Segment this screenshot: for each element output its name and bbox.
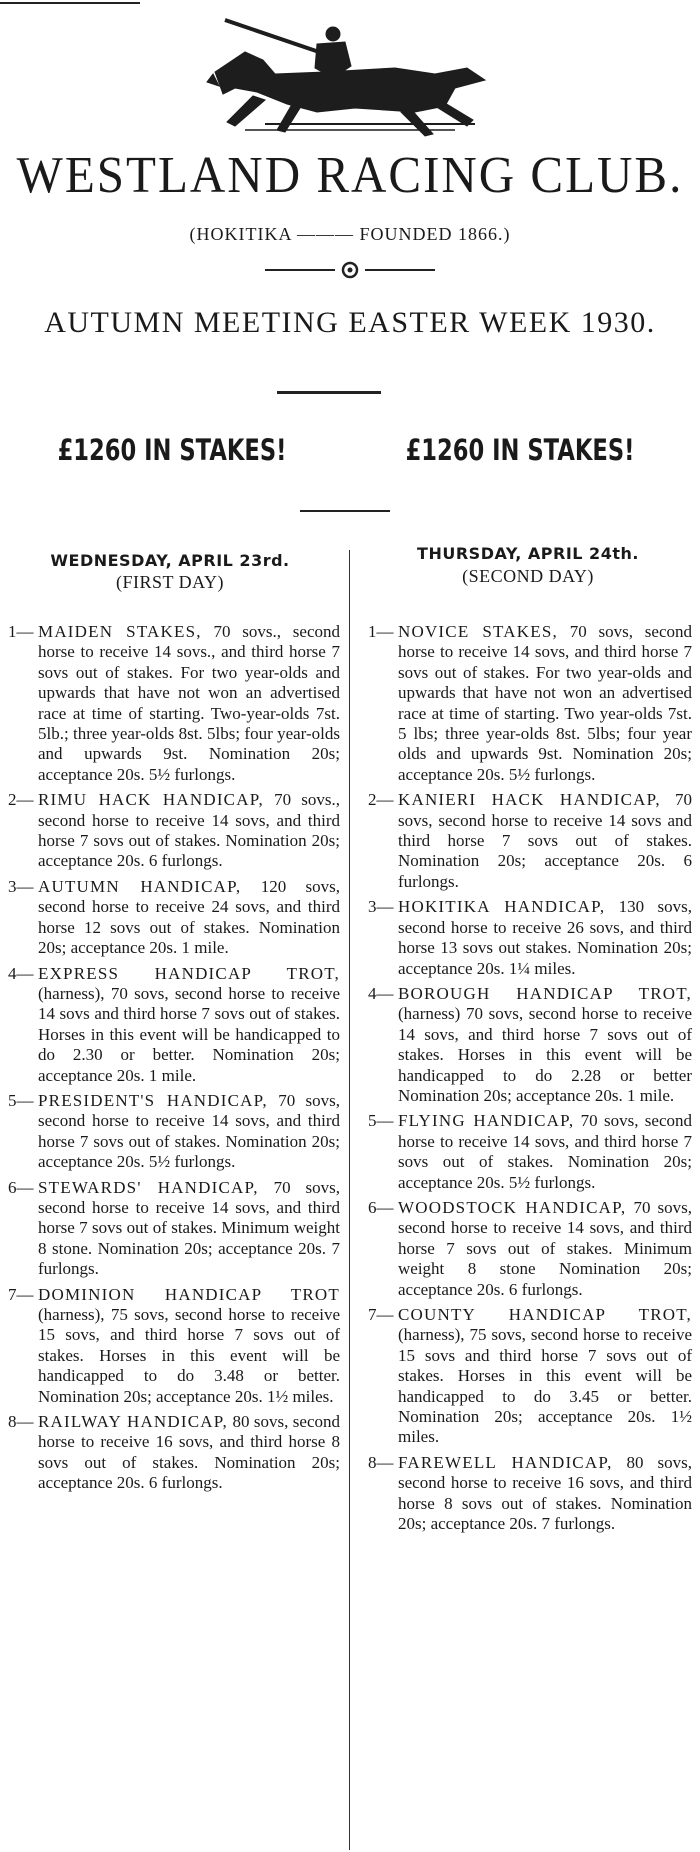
stakes-heading-day-2: £1260 IN STAKES! (405, 433, 635, 467)
race-entry (368, 1111, 692, 1193)
section-rule (277, 391, 381, 394)
race-entry (368, 1198, 692, 1300)
race-name: MAIDEN STAKES, (38, 622, 202, 641)
race-number: 6— (368, 1197, 394, 1217)
race-entry (8, 790, 340, 872)
race-details: 70 sovs., second horse to receive 14 sovs, and third horse 7 sovs out of stakes. Nomination 20s; acceptance 20s. 6 furlongs. (38, 790, 340, 871)
race-name: EXPRESS HANDICAP TROT, (38, 963, 340, 983)
race-entry (8, 877, 340, 959)
founded-subtitle: (HOKITIKA ——— FOUNDED 1866.) (189, 224, 511, 244)
day-1-date: WEDNESDAY, APRIL 23rd. (50, 551, 290, 570)
race-number: 7— (8, 1284, 34, 1304)
race-name: DOMINION HANDICAP TROT (38, 1284, 340, 1304)
race-number: 1— (8, 622, 34, 641)
race-details: 70 sovs, second horse to receive 14 sovs, and third horse 7 sovs out of stakes. Nomination 20s; acceptance 20s. 5½ furlongs. (38, 1090, 341, 1172)
stakes-heading-day-1: £1260 IN STAKES! (57, 433, 287, 467)
race-name: BOROUGH HANDICAP TROT, (398, 983, 692, 1003)
race-number: 4— (8, 963, 34, 983)
race-details: (harness), 75 sovs, second horse to receive 15 sovs, and third horse 7 sovs out of stakes. Horses in this event will be handicapped to do 3.48 or better. Nomination 20s; acceptance 20s. 1½ miles. (38, 1305, 340, 1406)
race-number: 5— (368, 1111, 394, 1131)
race-name: FLYING HANDICAP, (398, 1111, 575, 1131)
race-entry (368, 622, 692, 785)
race-number: 2— (368, 790, 394, 810)
column-divider (349, 550, 350, 1850)
day-2-date: THURSDAY, APRIL 24th. (417, 544, 639, 563)
race-number: 2— (8, 790, 34, 810)
day-2-race-list (368, 622, 692, 1539)
club-title: WESTLAND RACING CLUB. (16, 145, 684, 204)
race-name: RAILWAY HANDICAP, (38, 1412, 228, 1432)
racehorse-and-jockey-icon (205, 8, 490, 138)
race-entry (8, 1091, 340, 1173)
race-name: STEWARDS' HANDICAP, (38, 1177, 259, 1197)
race-entry (368, 790, 692, 892)
race-entry (8, 1178, 340, 1280)
race-number: 8— (368, 1452, 394, 1472)
race-details: 80 sovs, second horse to receive 16 sovs, and third horse 8 sovs out of stakes. Nomination 20s; acceptance 20s. 6 furlongs. (38, 1412, 341, 1493)
race-entry (8, 1412, 340, 1494)
race-details: 70 sovs, second horse to receive 14 sovs, and third horse 7 sovs out of stakes. Minimum weight 8 stone. Nomination 20s; acceptance 20s. 7 furlongs. (38, 1177, 340, 1279)
race-details: 130 sovs, second horse to receive 26 sovs, and third horse 13 sovs out stakes. Nomination 20s; acceptance 20s. 1¼ miles. (398, 897, 693, 978)
stakes-rule (300, 510, 390, 512)
day-2-label: (SECOND DAY) (462, 566, 594, 586)
race-details: 70 sovs., second horse to receive 14 sovs., and third horse 7 sovs out of stakes. For two year-olds and upwards that have not won an advertised race at time of starting. Two-year-olds 7st. 5lb.; three year-olds 8st. 5lbs; four year-olds and upwards 9st. Nomination 20s; acceptance 20s. 5½ furlongs. (38, 622, 340, 784)
race-entry (368, 1453, 692, 1535)
race-number: 3— (368, 897, 394, 917)
race-name: KANIERI HACK HANDICAP, (398, 790, 661, 810)
race-details: 70 sovs, second horse to receive 14 sovs, and third horse 7 sovs out of stakes. For two year-olds and upwards that have not won an advertised race at time of starting. Two year-olds 7st. 5 lbs; three year-olds 8st. 5lbs; four year olds and upwards 9st. Nomination 20s; acceptance 20s. 5½ furlongs. (398, 622, 693, 784)
race-number: 8— (8, 1412, 34, 1432)
race-name: AUTUMN HANDICAP, (38, 876, 242, 896)
race-details: (harness), 70 sovs, second horse to receive 14 sovs and third horse 7 sovs out of stakes. Horses in this event will be handicapped to do 2.30 or better. Nomination 20s; acceptance 20s. 1 mile. (38, 983, 340, 1085)
race-name: HOKITIKA HANDICAP, (398, 897, 606, 917)
race-number: 7— (368, 1305, 394, 1324)
race-entry (8, 964, 340, 1086)
race-details: 70 sovs, second horse to receive 14 sovs and third horse 7 sovs out of stakes. Nomination 20s; acceptance 20s. 6 furlongs. (398, 790, 693, 891)
race-details: (harness) 70 sovs, second horse to receive 14 sovs, and third horse 7 sovs out of stakes. Horses in this event will be handicapped to do 2.28 or better Nomination 20s; acceptance 20s. 1 mile. (398, 1004, 692, 1105)
race-name: RIMU HACK HANDICAP, (38, 790, 264, 810)
top-rule (0, 2, 140, 4)
ornament-divider-icon (265, 260, 435, 280)
race-name: PRESIDENT'S HANDICAP, (38, 1090, 268, 1110)
race-number: 5— (8, 1090, 34, 1110)
day-1-race-list (8, 622, 340, 1499)
race-name: NOVICE STAKES, (398, 622, 558, 641)
race-details: 120 sovs, second horse to receive 24 sovs, and third horse 12 sovs out of stakes. Nomination 20s; acceptance 20s. 1 mile. (38, 876, 341, 958)
race-number: 1— (368, 622, 394, 641)
race-entry (368, 897, 692, 979)
race-details: 80 sovs, second horse to receive 16 sovs, and third horse 8 sovs out of stakes. Nomination 20s; acceptance 20s. 7 furlongs. (398, 1452, 692, 1534)
race-number: 6— (8, 1177, 34, 1197)
race-details: (harness), 75 sovs, second horse to receive 15 sovs and third horse 7 sovs out of stakes. Horses in this event will be handicapped to do 3.45 or better. Nomination 20s; acceptance 20s. 1½ miles. (398, 1325, 692, 1447)
race-number: 3— (8, 876, 34, 896)
race-details: 70 sovs, second horse to receive 14 sovs, and third horse 7 sovs out of stakes. Nomination 20s; acceptance 20s. 5½ furlongs. (398, 1111, 692, 1192)
day-1-label: (FIRST DAY) (115, 572, 225, 592)
race-details: 70 sovs, second horse to receive 14 sovs, and third horse 7 sovs out of stakes. Minimum weight 8 stone Nomination 20s; acceptance 20s. 6 furlongs. (398, 1197, 693, 1299)
race-entry (368, 1305, 692, 1448)
race-number: 4— (368, 983, 394, 1003)
race-entry (8, 622, 340, 785)
race-name: COUNTY HANDICAP TROT, (398, 1305, 692, 1324)
meeting-title: AUTUMN MEETING EASTER WEEK 1930. (44, 306, 656, 339)
race-name: WOODSTOCK HANDICAP, (398, 1197, 627, 1217)
race-entry (368, 984, 692, 1106)
race-entry (8, 1285, 340, 1407)
race-name: FAREWELL HANDICAP, (398, 1452, 613, 1472)
